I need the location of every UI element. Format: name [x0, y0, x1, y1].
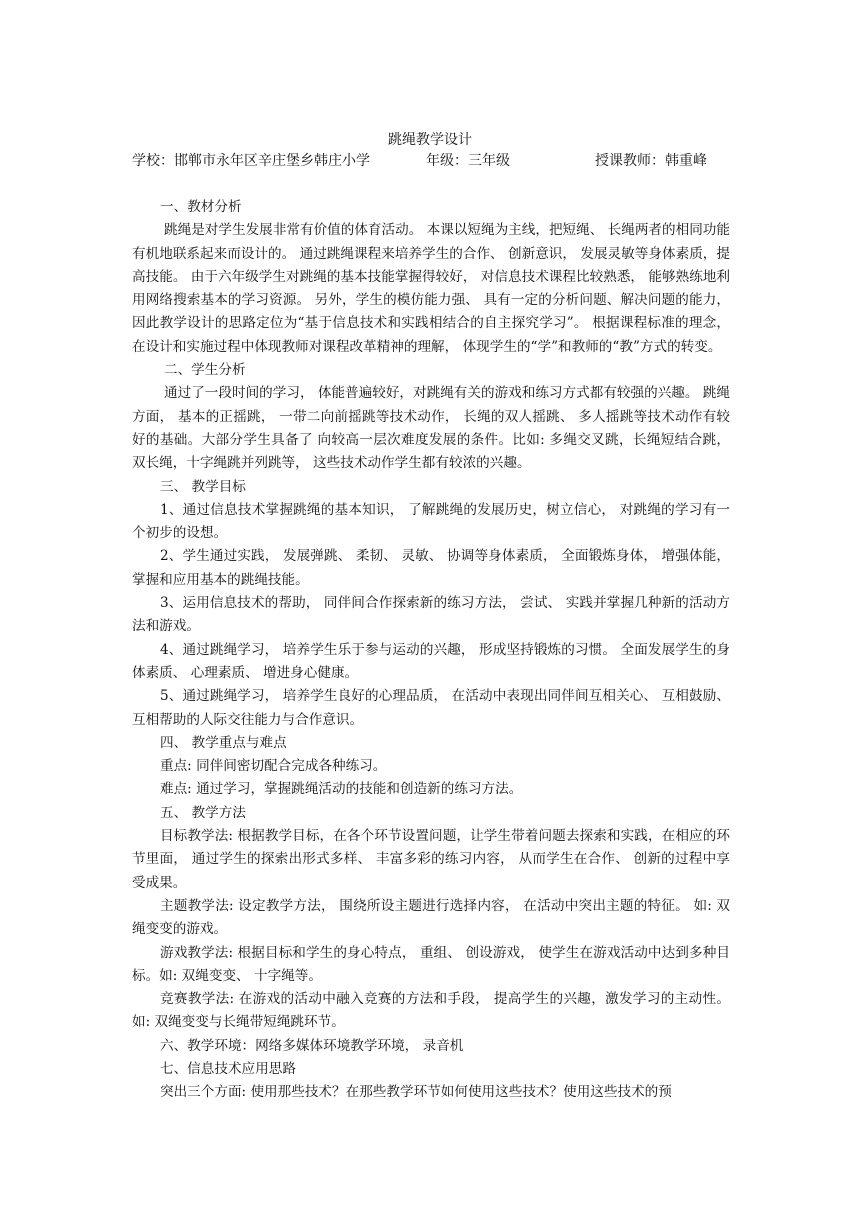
section-heading-textbook: 一、教材分析: [160, 199, 242, 215]
objective-item: 5、通过跳绳学习， 培养学生良好的心理品质， 在活动中表现出同伴间互相关心、 互相鼓励、 互相帮助的人际交往能力与合作意识。: [132, 688, 730, 728]
textbook-analysis-paragraph: 跳绳是对学生发展非常有价值的体育活动。 本课以短绳为主线，把短绳、 长绳两者的相同功能有机地联系起来而设计的。 通过跳绳课程来培养学生的合作、 创新意识， 发展灵敏等身体素质，提高技能。 由于六年级学生对跳绳的基本技能掌握得较好， 对信息技术课程比较熟悉， 能够熟练地利用网络搜索基本的学习资源。 另外，学生的模仿能力强、 具有一定的分析问题、解决问题的能力， 因此教学设计的思路定位为“基于信息技术和实践相结合的自主探究学习”。 根据课程标准的理念，在设计和实施过程中体现教师对课程改革精神的理解， 体现学生的“学”和教师的“教”方式的转变。: [132, 222, 730, 355]
it-ideas-paragraph: 突出三个方面: 使用那些技术？在那些教学环节如何使用这些技术？使用这些技术的预: [160, 1084, 672, 1101]
grade-label: 年级：三年级: [426, 153, 510, 169]
teacher-label: 授课教师：韩重峰: [595, 153, 707, 169]
section-heading-methods: 五、 教学方法: [160, 804, 246, 821]
section-environment: 六、教学环境：网络多媒体环境教学环境， 录音机: [160, 1037, 464, 1054]
school-label: 学校：邯郸市永年区辛庄堡乡韩庄小学: [132, 153, 370, 169]
objective-item: 4、通过跳绳学习， 培养学生乐于参与运动的兴趣， 形成坚持锻炼的习惯。 全面发展学生的身体素质、 心理素质、 增进身心健康。: [132, 641, 730, 681]
section-heading-students: 二、学生分析: [164, 362, 246, 379]
method-item: 主题教学法: 设定教学方法， 围绕所设主题进行选择内容， 在活动中突出主题的特征。 如: 双绳变变的游戏。: [132, 897, 730, 938]
section-heading-it-ideas: 七、信息技术应用思路: [160, 1060, 296, 1077]
key-point-text: 重点: 同伴间密切配合完成各种练习。: [160, 758, 387, 775]
objective-item: 2、学生通过实践， 发展弹跳、 柔韧、 灵敏、 协调等身体素质， 全面锻炼身体， 增强体能， 掌握和应用基本的跳绳技能。: [132, 548, 730, 588]
method-item: 竞赛教学法: 在游戏的活动中融入竞赛的方法和手段， 提高学生的兴趣，激发学习的主动性。 如: 双绳变变与长绳带短绳跳环节。: [132, 991, 730, 1031]
difficulty-text: 难点: 通过学习，掌握跳绳活动的技能和创造新的练习方法。: [160, 781, 523, 798]
method-item: 目标教学法: 根据教学目标，在各个环节设置问题，让学生带着问题去探索和实践，在相应的环节里面， 通过学生的探索出形式多样、 丰富多彩的练习内容， 从而学生在合作、 创新的过程中享受成果。: [132, 828, 730, 891]
objective-item: 1、通过信息技术掌握跳绳的基本知识， 了解跳绳的发展历史，树立信心， 对跳绳的学习有一个初步的设想。: [132, 501, 730, 542]
objective-item: 3、运用信息技术的帮助， 同伴间合作探索新的练习方法， 尝试、 实践并掌握几种新的活动方法和游戏。: [132, 595, 730, 635]
document-body: [132, 196, 730, 1105]
document-title: 跳绳教学设计: [388, 132, 472, 148]
section-heading-keypoints: 四、 教学重点与难点: [160, 734, 287, 751]
student-analysis-paragraph: 通过了一段时间的学习， 体能普遍较好，对跳绳有关的游戏和练习方式都有较强的兴趣。 跳绳方面， 基本的正摇跳， 一带二向前摇跳等技术动作， 长绳的双人摇跳、 多人摇跳等技术动作有较好的基础。大部分学生具备了 向较高一层次难度发展的条件。比如: 多绳交叉跳，长绳短结合跳， 双长绳，十字绳跳并列跳等， 这些技术动作学生都有较浓的兴趣。: [132, 385, 730, 472]
document-header: [132, 150, 732, 172]
method-item: 游戏教学法: 根据目标和学生的身心特点， 重组、 创设游戏， 使学生在游戏活动中达到多种目标。如: 双绳变变、 十字绳等。: [132, 944, 730, 984]
section-heading-objectives: 三、 教学目标: [160, 478, 246, 495]
